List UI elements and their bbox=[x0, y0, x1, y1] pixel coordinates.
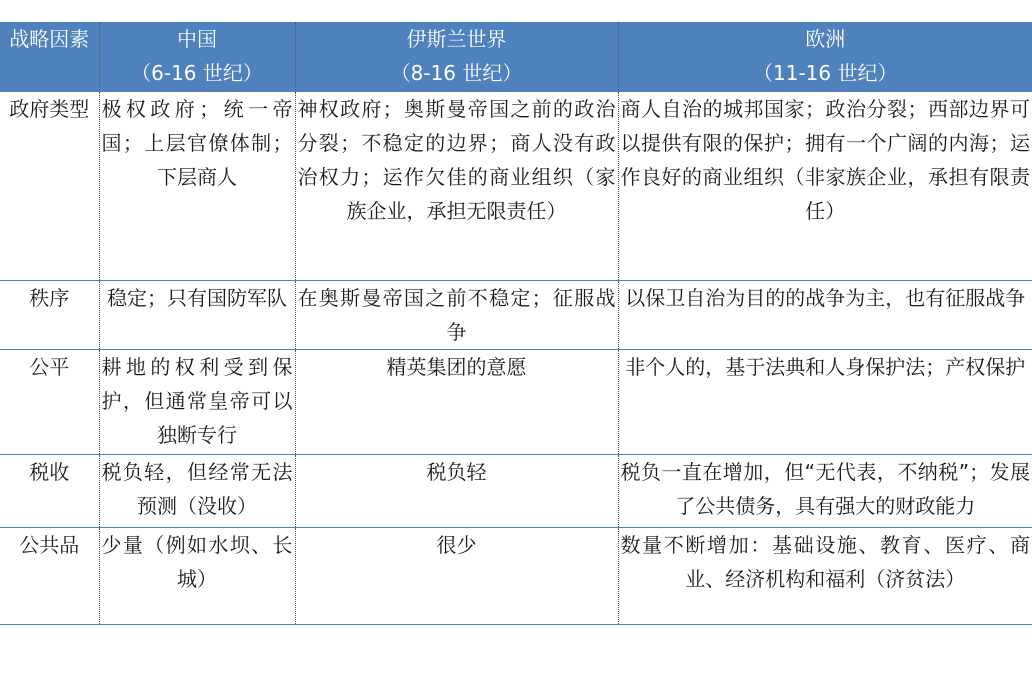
china-cell: 耕地的权利受到保护，但通常皇帝可以独断专行 bbox=[99, 350, 295, 455]
row-factor: 公平 bbox=[0, 350, 99, 455]
header-europe-period: （11-16 世纪） bbox=[753, 61, 898, 85]
header-europe-name: 欧洲 bbox=[805, 27, 846, 51]
row-factor: 政府类型 bbox=[0, 92, 99, 281]
china-cell: 少量（例如水坝、长城） bbox=[99, 528, 295, 625]
table-row bbox=[0, 528, 1032, 625]
header-factor-label: 战略因素 bbox=[9, 27, 90, 51]
row-factor: 秩序 bbox=[0, 281, 99, 350]
table-row bbox=[0, 92, 1032, 281]
islam-cell: 税负轻 bbox=[295, 455, 618, 528]
header-europe bbox=[618, 22, 1032, 92]
table-row bbox=[0, 281, 1032, 350]
europe-cell: 商人自治的城邦国家；政治分裂；西部边界可以提供有限的保护；拥有一个广阔的内海；运作良好的商业组织（非家族企业，承担有限责任） bbox=[618, 92, 1032, 281]
header-factor bbox=[0, 22, 99, 92]
header-china-name: 中国 bbox=[177, 27, 217, 51]
table-row bbox=[0, 455, 1032, 528]
comparison-table bbox=[0, 22, 1032, 625]
row-factor: 税收 bbox=[0, 455, 99, 528]
europe-cell: 税负一直在增加，但“无代表，不纳税”；发展了公共债务，具有强大的财政能力 bbox=[618, 455, 1032, 528]
islam-cell: 很少 bbox=[295, 528, 618, 625]
china-cell: 稳定；只有国防军队 bbox=[99, 281, 295, 350]
header-islam bbox=[295, 22, 618, 92]
china-cell: 极权政府；统一帝国；上层官僚体制；下层商人 bbox=[99, 92, 295, 281]
header-china-period: （6-16 世纪） bbox=[131, 61, 263, 85]
table-header bbox=[0, 22, 1032, 92]
table-row bbox=[0, 350, 1032, 455]
header-china bbox=[99, 22, 295, 92]
islam-cell: 在奥斯曼帝国之前不稳定；征服战争 bbox=[295, 281, 618, 350]
header-islam-name: 伊斯兰世界 bbox=[406, 27, 507, 51]
islam-cell: 神权政府；奥斯曼帝国之前的政治分裂；不稳定的边界；商人没有政治权力；运作欠佳的商业组织（家族企业，承担无限责任） bbox=[295, 92, 618, 281]
europe-cell: 非个人的，基于法典和人身保护法；产权保护 bbox=[618, 350, 1032, 455]
europe-cell: 数量不断增加：基础设施、教育、医疗、商业、经济机构和福利（济贫法） bbox=[618, 528, 1032, 625]
header-islam-period: （8-16 世纪） bbox=[390, 61, 523, 85]
header-row bbox=[0, 22, 1032, 92]
table-body bbox=[0, 92, 1032, 625]
row-factor: 公共品 bbox=[0, 528, 99, 625]
europe-cell: 以保卫自治为目的的战争为主，也有征服战争 bbox=[618, 281, 1032, 350]
islam-cell: 精英集团的意愿 bbox=[295, 350, 618, 455]
china-cell: 税负轻，但经常无法预测（没收） bbox=[99, 455, 295, 528]
